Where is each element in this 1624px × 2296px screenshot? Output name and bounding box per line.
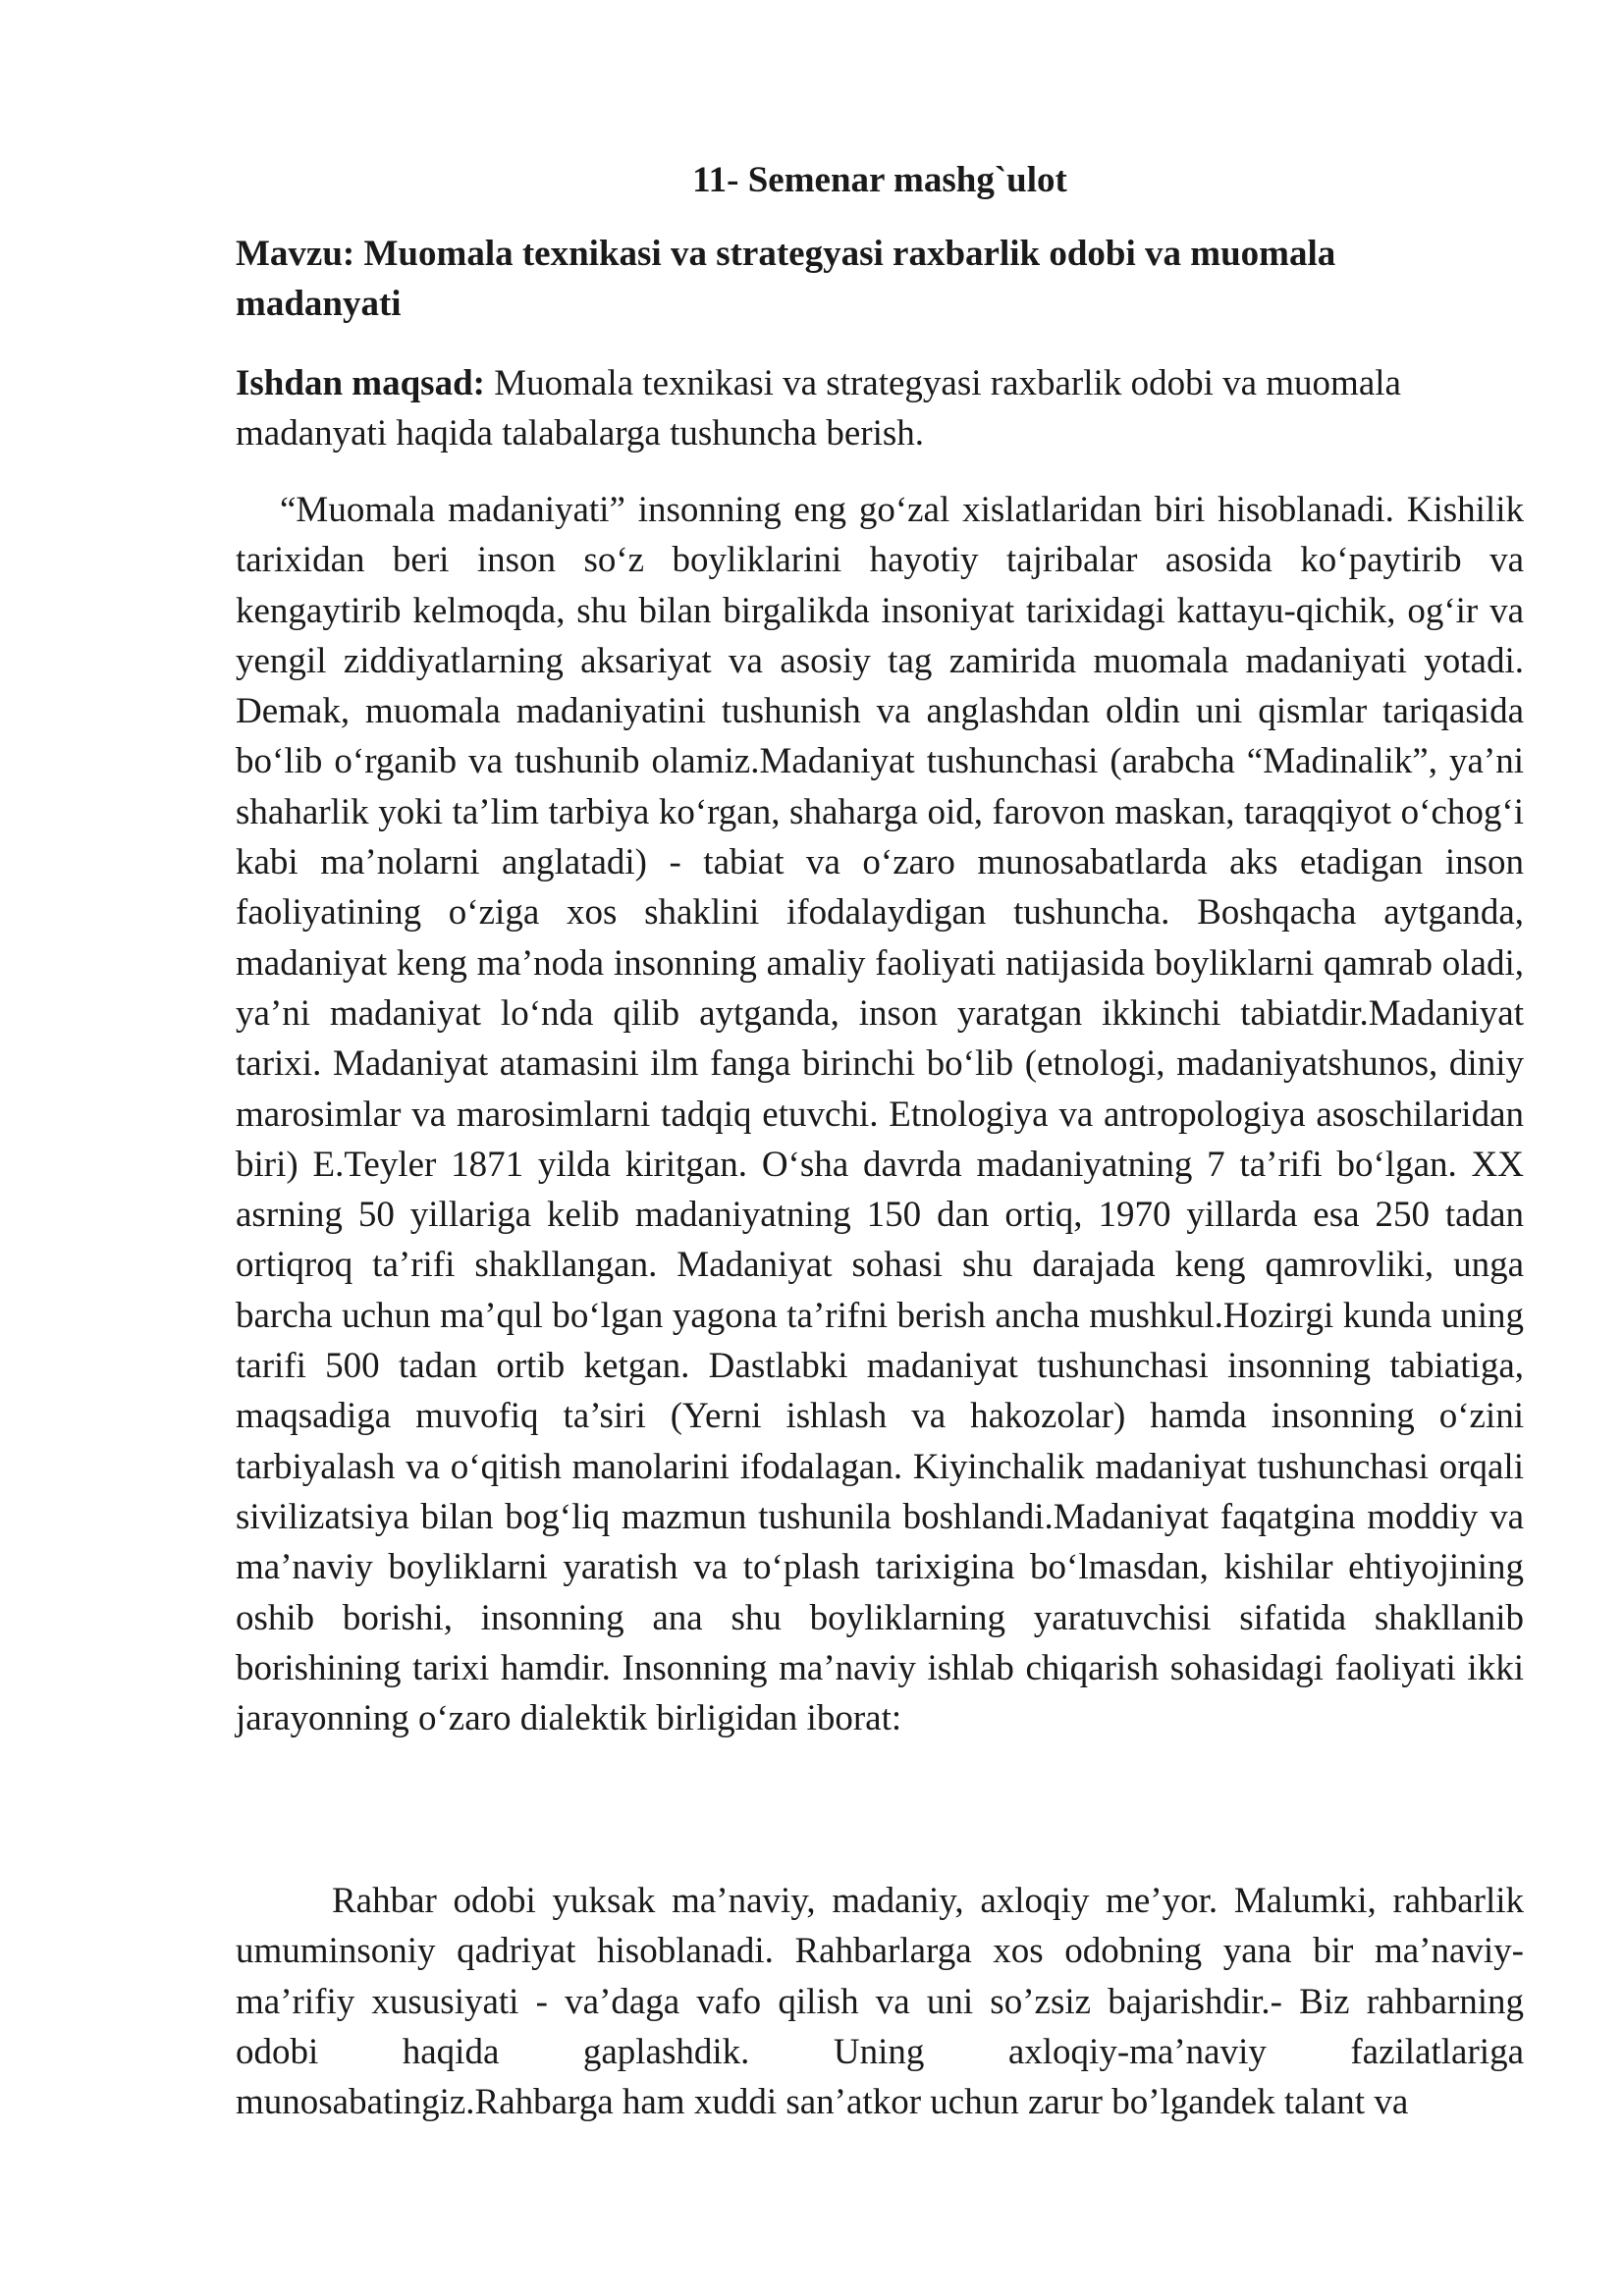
body-paragraph-2: Rahbar odobi yuksak ma’naviy, madaniy, axloqiy me’yor. Malumki, rahbarlik umuminsoniy qadriyat hisoblanadi. Rahbarlarga xos odobning yana bir ma’naviy-ma’rifiy xususiyati - va’daga vafo qilish va uni so’zsiz bajarishdir.- Biz rahbarning odobi haqida gaplashdik. Uning axloqiy-ma’naviy fazilatlariga munosabatingiz.Rahbarga ham xuddi san’atkor uchun zarur bo’lgandek talant va [236, 1881, 1524, 2123]
aim-label: Ishdan maqsad: [236, 363, 485, 403]
body-paragraph-1: “Muomala madaniyati” insonning eng go‘zal xislatlaridan biri hisoblanadi. Kishilik tarixidan beri inson so‘z boyliklarini hayotiy tajribalar asosida ko‘paytirib va kengaytirib kelmoqda, shu bilan birgalikda insoniyat tarixidagi kattayu-qichik, og‘ir va yengil ziddiyatlarning aksariyat va asosiy tag zamirida muomala madaniyati yotadi. Demak, muomala madaniyatini tushunish va anglashdan oldin uni qismlar tariqasida bo‘lib o‘rganib va tushunib olamiz.Madaniyat tushunchasi (arabcha “Madinalik”, ya’ni shaharlik yoki ta’lim tarbiya ko‘rgan, shaharga oid, farovon maskan, taraqqiyot o‘chog‘i kabi ma’nolarni anglatadi) - tabiat va o‘zaro munosabatlarda aks etadigan inson faoliyatining o‘ziga xos shaklini ifodalaydigan tushuncha. Boshqacha aytganda, madaniyat keng ma’noda insonning amaliy faoliyati natijasida boyliklarni qamrab oladi, ya’ni madaniyat lo‘nda qilib aytganda, inson yaratgan ikkinchi tabiatdir.Madaniyat tarixi. Madaniyat atamasini ilm fanga birinchi bo‘lib (etnologi, madaniyatshunos, diniy marosimlar va marosimlarni tadqiq etuvchi. Etnologiya va antropologiya asoschilaridan biri) E.Teyler 1871 yilda kiritgan. O‘sha davrda madaniyatning 7 ta’rifi bo‘lgan. XX asrning 50 yillariga kelib madaniyatning 150 dan ortiq, 1970 yillarda esa 250 tadan ortiqroq ta’rifi shakllangan. Madaniyat sohasi shu darajada keng qamrovliki, unga barcha uchun ma’qul bo‘lgan yagona ta’rifni berish ancha mushkul.Hozirgi kunda uning tarifi 500 tadan ortib ketgan. Dastlabki madaniyat tushunchasi insonning tabiatiga, maqsadiga muvofiq ta’siri (Yerni ishlash va hakozolar) hamda insonning o‘zini tarbiyalash va o‘qitish manolarini ifodalagan. Kiyinchalik madaniyat tushunchasi orqali sivilizatsiya bilan bog‘liq mazmun tushunila boshlandi.Madaniyat faqatgina moddiy va ma’naviy boyliklarni yaratish va to‘plash tarixigina bo‘lmasdan, kishilar ehtiyojining oshib borishi, insonning ana shu boyliklarning yaratuvchisi sifatida shakllanib borishining tarixi hamdir. Insonning ma’naviy ishlab chiqarish sohasidagi faoliyati ikki jarayonning o‘zaro dialektik birligidan iborat: [236, 490, 1524, 1739]
page-title: 11- Semenar mashg`ulot [692, 160, 1067, 200]
aim-paragraph [236, 358, 1524, 458]
topic-heading: Mavzu: Muomala texnikasi va strategyasi raxbarlik odobi va muomala madanyati [236, 234, 1336, 324]
aim-text: Muomala texnikasi va strategyasi raxbarlik odobi va muomala madanyati haqida talabalarga tushuncha berish. [236, 363, 1401, 454]
